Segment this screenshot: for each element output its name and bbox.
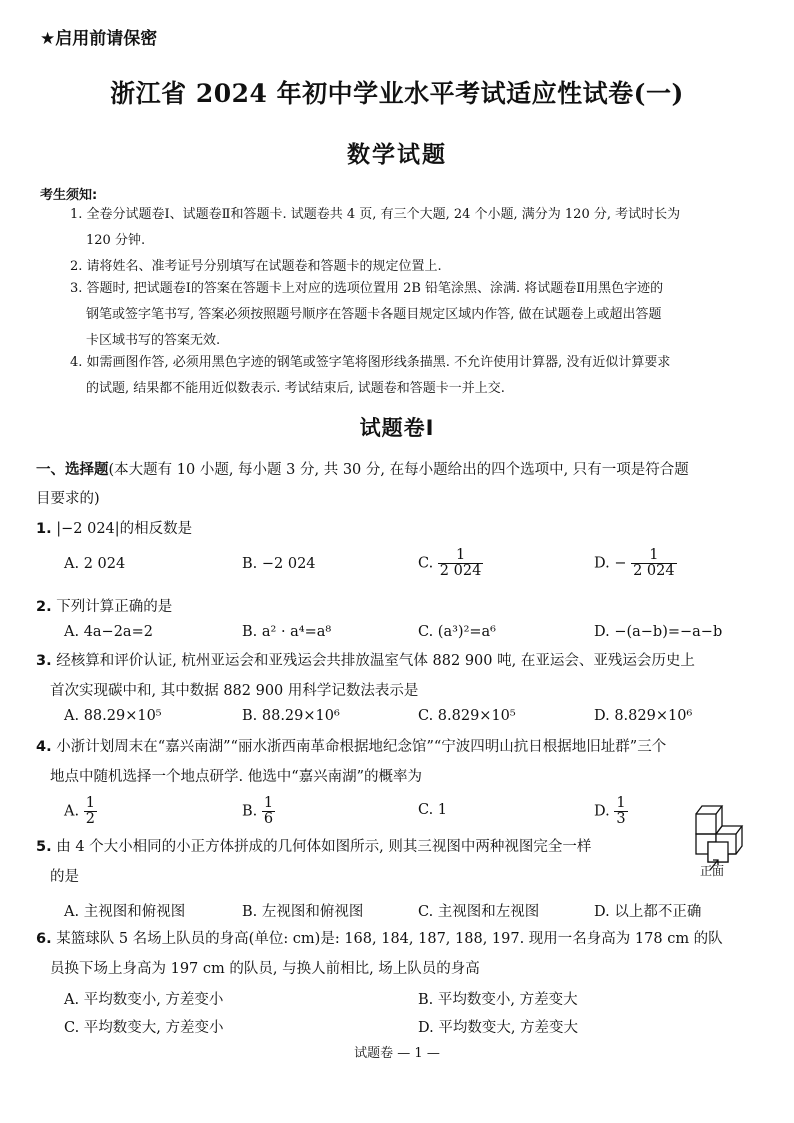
question-1-option-c xyxy=(418,548,483,579)
fraction-denominator: 2 024 xyxy=(633,563,675,579)
page-footer: 试题卷 — 1 — xyxy=(354,1046,440,1061)
question-2-number: 2. xyxy=(36,599,52,615)
notice-item-3-line-1: 3. 答题时, 把试题卷Ⅰ的答案在答题卡上对应的选项位置用 2B 铅笔涂黑、涂满. 将试题卷Ⅱ用黑色字迹的 xyxy=(70,281,664,296)
question-6-text-line-1: 某篮球队 5 名场上队员的身高(单位: cm)是: 168, 184, 187, 188, 197. 现用一名身高为 178 cm 的队 xyxy=(56,931,723,947)
part-one-label: 一、选择题 xyxy=(36,462,109,478)
question-1-option-c-fraction xyxy=(438,548,484,579)
question-5-option-d: D. 以上都不正确 xyxy=(594,904,702,920)
notice-label: 考生须知: xyxy=(40,188,98,203)
question-3-stem xyxy=(36,646,695,706)
question-5-text-line-1: 由 4 个大小相同的小正方体拼成的几何体如图所示, 则其三视图中两种视图完全一样 xyxy=(56,839,592,855)
question-5-number: 5. xyxy=(36,839,52,855)
question-5-option-a: A. 主视图和俯视图 xyxy=(64,904,186,920)
question-1-option-a: A. 2 024 xyxy=(64,556,126,572)
question-5-option-c: C. 主视图和左视图 xyxy=(418,904,540,920)
question-1-option-b: B. −2 024 xyxy=(242,556,316,572)
question-4-option-a-fraction xyxy=(84,796,97,827)
part-one-desc-line-2: 目要求的) xyxy=(36,491,100,507)
question-5-option-b: B. 左视图和俯视图 xyxy=(242,904,364,920)
question-4-option-a-prefix: A. xyxy=(64,803,80,820)
question-4-option-b-fraction xyxy=(262,796,275,827)
notice-item-4-line-2: 的试题, 结果都不能用近似数表示. 考试结束后, 试题卷和答题卡一并上交. xyxy=(86,381,505,396)
fraction-numerator: 1 xyxy=(438,548,484,564)
question-4-option-d xyxy=(594,796,628,827)
question-6-option-b: B. 平均数变小, 方差变大 xyxy=(418,992,578,1008)
notice-item-3 xyxy=(70,276,663,354)
question-6-option-d: D. 平均数变大, 方差变大 xyxy=(418,1020,579,1036)
question-1-stem xyxy=(36,514,192,544)
question-1-option-c-prefix: C. xyxy=(418,555,434,572)
question-3-option-d: D. 8.829×10⁶ xyxy=(594,708,693,724)
fraction-numerator: 1 xyxy=(85,795,95,811)
question-3-option-b: B. 88.29×10⁶ xyxy=(242,708,340,724)
notice-item-1-line-2: 120 分钟. xyxy=(86,233,146,248)
notice-item-1-line-1: 1. 全卷分试题卷Ⅰ、试题卷Ⅱ和答题卡. 试题卷共 4 页, 有三个大题, 24 个小题, 满分为 120 分, 考试时长为 xyxy=(70,207,681,222)
question-4-option-a xyxy=(64,796,97,827)
exam-subtitle: 数学试题 xyxy=(347,142,447,168)
question-4-text-line-1: 小浙计划周末在“嘉兴南湖”“丽水浙西南革命根据地纪念馆”“宁波四明山抗日根据地旧址群”三个 xyxy=(56,739,667,755)
fraction-denominator: 2 024 xyxy=(439,563,482,579)
section-title: 试题卷Ⅰ xyxy=(359,416,435,440)
question-2-text: 下列计算正确的是 xyxy=(56,599,173,615)
question-2-stem xyxy=(36,592,172,622)
question-6-option-a: A. 平均数变小, 方差变小 xyxy=(64,992,224,1008)
question-6-number: 6. xyxy=(36,931,52,947)
question-6-text-line-2: 员换下场上身高为 197 cm 的队员, 与换人前相比, 场上队员的身高 xyxy=(50,961,480,977)
notice-item-3-line-2: 钢笔或签字笔书写, 答案必须按照题号顺序在答题卡各题目规定区域内作答, 做在试题卷上或超出答题 xyxy=(86,307,662,322)
question-4-stem xyxy=(36,732,666,792)
question-1-text: |−2 024|的相反数是 xyxy=(56,521,193,537)
question-2-option-c: C. (a³)²=a⁶ xyxy=(418,624,496,640)
question-4-option-c: C. 1 xyxy=(418,802,448,818)
exam-title: 浙江省 2024 年初中学业水平考试适应性试卷(一) xyxy=(110,79,684,108)
question-5-text-line-2: 的是 xyxy=(50,869,79,885)
fraction-numerator: 1 xyxy=(631,548,677,564)
question-3-option-c: C. 8.829×10⁵ xyxy=(418,708,516,724)
question-3-text-line-1: 经核算和评价认证, 杭州亚运会和亚残运会共排放温室气体 882 900 吨, 在亚运会、亚残运会历史上 xyxy=(56,653,695,669)
part-one-header xyxy=(36,456,689,514)
question-4-option-d-fraction xyxy=(614,796,627,827)
notice-item-2: 2. 请将姓名、准考证号分别填写在试题卷和答题卡的规定位置上. xyxy=(70,259,442,274)
question-4-option-d-prefix: D. xyxy=(594,803,610,820)
question-4-option-b-prefix: B. xyxy=(242,803,258,820)
question-3-text-line-2: 首次实现碳中和, 其中数据 882 900 用科学记数法表示是 xyxy=(50,683,419,699)
fraction-numerator: 1 xyxy=(616,795,626,811)
fraction-denominator: 3 xyxy=(616,811,626,827)
fraction-denominator: 6 xyxy=(263,811,274,827)
question-1-option-d-fraction xyxy=(631,548,677,579)
question-1-option-d-prefix: D. − xyxy=(594,555,627,572)
question-6-stem xyxy=(36,924,723,984)
question-5-stem xyxy=(36,832,591,892)
question-4-option-b xyxy=(242,796,275,827)
question-1-option-d xyxy=(594,548,677,579)
notice-item-3-line-3: 卡区域书写的答案无效. xyxy=(86,333,221,348)
notice-item-1 xyxy=(70,202,680,254)
notice-item-4 xyxy=(70,350,670,402)
notice-item-4-line-1: 4. 如需画图作答, 必须用黑色字迹的钢笔或签字笔将图形线条描黑. 不允许使用计算器, 没有近似计算要求 xyxy=(70,355,671,370)
question-2-option-d: D. −(a−b)=−a−b xyxy=(594,624,723,640)
question-3-number: 3. xyxy=(36,653,52,669)
fraction-denominator: 2 xyxy=(85,811,95,827)
fraction-numerator: 1 xyxy=(263,795,274,811)
question-2-option-a: A. 4a−2a=2 xyxy=(64,624,153,640)
question-2-option-b: B. a² · a⁴=a⁸ xyxy=(242,624,332,640)
cube-figure-caption: 正面 xyxy=(700,864,725,878)
part-one-desc-line-1: (本大题有 10 小题, 每小题 3 分, 共 30 分, 在每小题给出的四个选项中, 只有一项是符合题 xyxy=(108,462,689,478)
question-4-number: 4. xyxy=(36,739,52,755)
question-3-option-a: A. 88.29×10⁵ xyxy=(64,708,162,724)
question-1-number: 1. xyxy=(36,521,52,537)
confidential-mark: ★启用前请保密 xyxy=(40,29,158,49)
question-6-option-c: C. 平均数变大, 方差变小 xyxy=(64,1020,224,1036)
question-4-text-line-2: 地点中随机选择一个地点研学. 他选中“嘉兴南湖”的概率为 xyxy=(50,769,423,785)
